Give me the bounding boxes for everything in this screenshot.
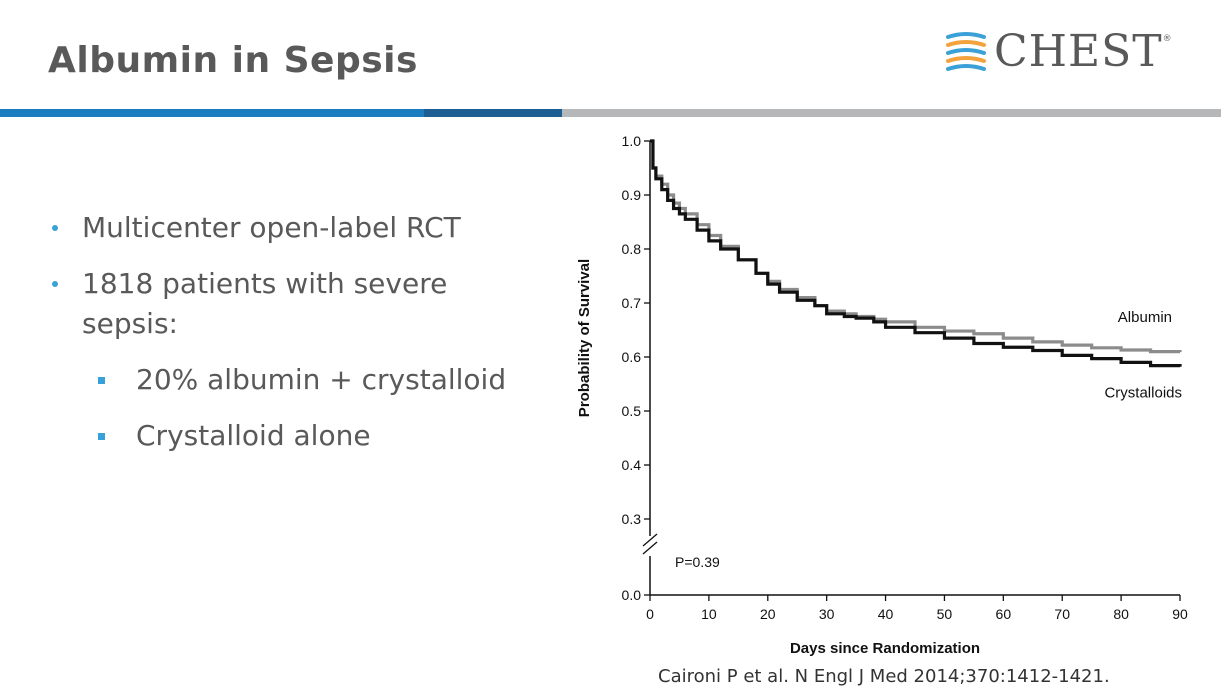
series-line-crystalloids [650, 141, 1180, 367]
bullet-item [48, 200, 568, 256]
y-tick-label: 0.8 [621, 241, 641, 257]
citation: Caironi P et al. N Engl J Med 2014;370:1412-1421. [658, 666, 1110, 687]
y-tick-label: 0.4 [621, 457, 641, 473]
bullet-square-icon [98, 377, 105, 384]
series-line-albumin [650, 141, 1180, 352]
bullet-text: 1818 patients with severe sepsis: [82, 267, 448, 340]
title-rule-blue [0, 109, 424, 117]
bullet-dot-icon [52, 225, 58, 231]
y-tick-label: 0.6 [621, 349, 641, 365]
title-rule-gray [562, 109, 1221, 117]
y-tick-label: 0.9 [621, 187, 641, 203]
sub-bullet-item [48, 352, 568, 408]
y-tick-label: 0.0 [621, 587, 641, 603]
bullet-list [48, 200, 568, 464]
logo-text: CHEST [994, 25, 1163, 77]
survival-chart [560, 118, 1221, 666]
sub-bullet-text: Crystalloid alone [136, 419, 371, 452]
bullet-dot-icon [52, 281, 58, 287]
y-axis-label: Probability of Survival [576, 258, 593, 418]
y-tick-label: 1.0 [621, 133, 641, 149]
bullet-text: Multicenter open-label RCT [82, 211, 461, 244]
chest-logo-icon [944, 29, 988, 73]
y-axis [622, 133, 657, 603]
x-tick-label: 30 [818, 606, 835, 622]
bullet-square-icon [98, 433, 105, 440]
slide-title: Albumin in Sepsis [48, 40, 418, 81]
series-label-albumin: Albumin [1117, 308, 1172, 326]
series-label-crystalloids: Crystalloids [1104, 384, 1182, 402]
x-tick-label: 40 [877, 606, 894, 622]
title-rule-dark-blue [424, 109, 562, 117]
logo-registered-mark: ® [1162, 34, 1172, 44]
x-tick-label: 20 [759, 606, 776, 622]
x-axis-label: Days since Randomization [789, 640, 981, 657]
x-tick-label: 70 [1054, 606, 1071, 622]
x-tick-label: 10 [701, 606, 717, 622]
series-layer [650, 141, 1180, 367]
bullet-item [48, 256, 568, 352]
p-value-annotation: P=0.39 [675, 554, 720, 570]
chest-logo [944, 26, 1172, 76]
x-tick-label: 80 [1113, 606, 1129, 622]
sub-bullet-item [48, 408, 568, 464]
sub-bullet-text: 20% albumin + crystalloid [136, 363, 507, 396]
x-axis [646, 595, 1188, 622]
y-tick-label: 0.7 [621, 295, 641, 311]
y-tick-label: 0.5 [621, 403, 641, 419]
x-tick-label: 60 [995, 606, 1012, 622]
x-tick-label: 50 [936, 606, 953, 622]
x-tick-label: 0 [646, 606, 654, 622]
y-tick-label: 0.3 [621, 511, 641, 527]
x-tick-label: 90 [1172, 606, 1188, 622]
